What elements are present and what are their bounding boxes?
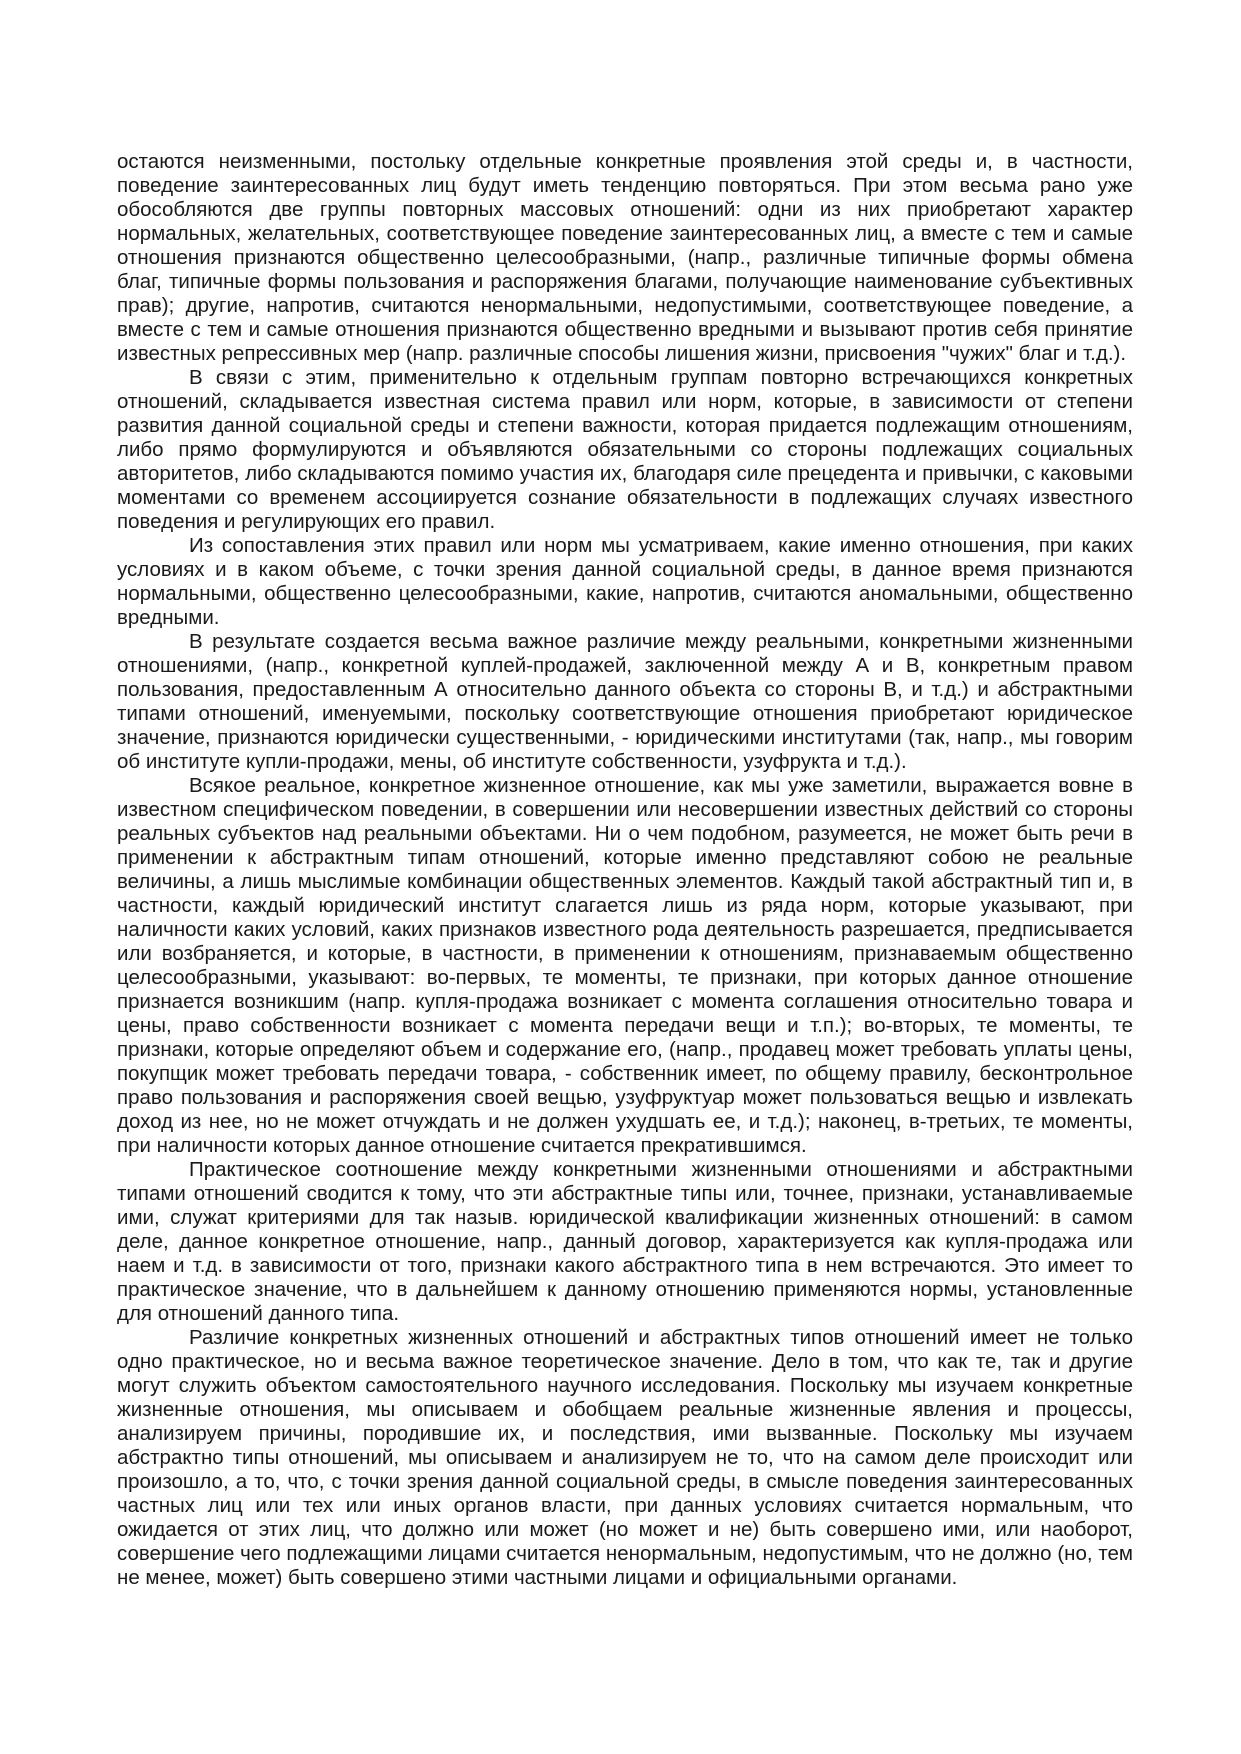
paragraph: Практическое соотношение между конкретными жизненными отношениями и абстрактными типами отношений сводится к тому, что эти абстрактные типы или, точнее, признаки, устанавливаемые ими, служат критериями для так назыв. юридической квалификации жизненных отношений: в самом деле, данное конкретное отношение, напр., данный договор, характеризуется как купля-продажа или наем и т.д. в зависимости от того, признаки какого абстрактного типа в нем встречаются. Это имеет то практическое значение, что в дальнейшем к данному отношению применяются нормы, установленные для отношений данного типа. — [117, 1158, 1133, 1325]
paragraph-continuation: остаются неизменными, постольку отдельные конкретные проявления этой среды и, в частности, поведение заинтересованных лиц будут иметь тенденцию повторяться. При этом весьма рано уже обособляются две группы повторных массовых отношений: одни из них приобретают характер нормальных, желательных, соответствующее поведение заинтересованных лиц, а вместе с тем и самые отношения признаются общественно целесообразными, (напр., различные типичные формы обмена благ, типичные формы пользования и распоряжения благами, получающие наименование субъективных прав); другие, напротив, считаются ненормальными, недопустимыми, соответствующее поведение, а вместе с тем и самые отношения признаются общественно вредными и вызывают против себя принятие известных репрессивных мер (напр. различные способы лишения жизни, присвоения "чужих" благ и т.д.). — [117, 150, 1133, 365]
paragraph: Из сопоставления этих правил или норм мы усматриваем, какие именно отношения, при каких условиях и в каком объеме, с точки зрения данной социальной среды, в данное время признаются нормальными, общественно целесообразными, какие, напротив, считаются аномальными, общественно вредными. — [117, 534, 1133, 629]
paragraph: В связи с этим, применительно к отдельным группам повторно встречающихся конкретных отношений, складывается известная система правил или норм, которые, в зависимости от степени развития данной социальной среды и степени важности, которая придается подлежащим отношениям, либо прямо формулируются и объявляются обязательными со стороны подлежащих социальных авторитетов, либо складываются помимо участия их, благодаря силе прецедента и привычки, с каковыми моментами со временем ассоциируется сознание обязательности в подлежащих случаях известного поведения и регулирующих его правил. — [117, 366, 1133, 533]
paragraph: В результате создается весьма важное различие между реальными, конкретными жизненными отношениями, (напр., конкретной куплей-продажей, заключенной между А и В, конкретным правом пользования, предоставленным А относительно данного объекта со стороны В, и т.д.) и абстрактными типами отношений, именуемыми, поскольку соответствующие отношения приобретают юридическое значение, признаются юридически существенными, - юридическими институтами (так, напр., мы говорим об институте купли-продажи, мены, об институте собственности, узуфрукта и т.д.). — [117, 630, 1133, 773]
paragraph: Различие конкретных жизненных отношений и абстрактных типов отношений имеет не только одно практическое, но и весьма важное теоретическое значение. Дело в том, что как те, так и другие могут служить объектом самостоятельного научного исследования. Поскольку мы изучаем конкретные жизненные отношения, мы описываем и обобщаем реальные жизненные явления и процессы, анализируем причины, породившие их, и последствия, ими вызванные. Поскольку мы изучаем абстрактно типы отношений, мы описываем и анализируем не то, что на самом деле происходит или произошло, а то, что, с точки зрения данной социальной среды, в смысле поведения заинтересованных частных лиц или тех или иных органов власти, при данных условиях считается нормальным, что ожидается от этих лиц, что должно или может (но может и не) быть совершено ими, или наоборот, совершение чего подлежащими лицами считается ненормальным, недопустимым, что не должно (но, тем не менее, может) быть совершено этими частными лицами и официальными органами. — [117, 1326, 1133, 1589]
paragraph: Всякое реальное, конкретное жизненное отношение, как мы уже заметили, выражается вовне в известном специфическом поведении, в совершении или несовершении известных действий со стороны реальных субъектов над реальными объектами. Ни о чем подобном, разумеется, не может быть речи в применении к абстрактным типам отношений, которые именно представляют собою не реальные величины, а лишь мыслимые комбинации общественных элементов. Каждый такой абстрактный тип и, в частности, каждый юридический институт слагается лишь из ряда норм, которые указывают, при наличности каких условий, каких признаков известного рода деятельность разрешается, предписывается или возбраняется, и которые, в частности, в применении к отношениям, признаваемым общественно целесообразными, указывают: во-первых, те моменты, те признаки, при которых данное отношение признается возникшим (напр. купля-продажа возникает с момента соглашения относительно товара и цены, право собственности возникает с момента передачи вещи и т.п.); во-вторых, те моменты, те признаки, которые определяют объем и содержание его, (напр., продавец может требовать уплаты цены, покупщик может требовать передачи товара, - собственник имеет, по общему правилу, бесконтрольное право пользования и распоряжения своей вещью, узуфруктуар может пользоваться вещью и извлекать доход из нее, но не может отчуждать и не должен ухудшать ее, и т.д.); наконец, в-третьих, те моменты, при наличности которых данное отношение считается прекратившимся. — [117, 774, 1133, 1157]
